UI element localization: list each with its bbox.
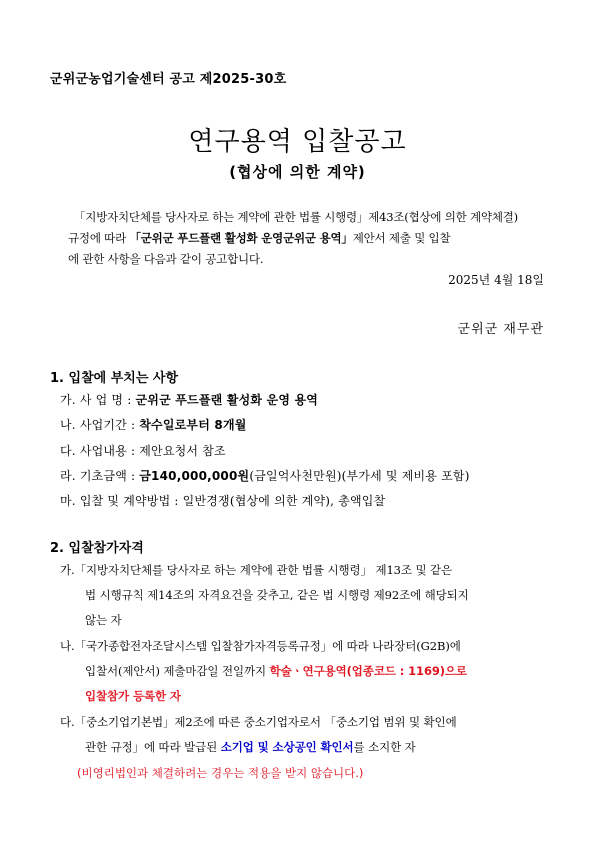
qualification-c-prefix: 관한 규정」에 따라 발급된 <box>85 740 221 754</box>
section-1-item <box>60 416 247 433</box>
notice-date: 2025년 4월 18일 <box>448 273 544 287</box>
item-value-bold: 착수일로부터 8개월 <box>139 418 247 432</box>
intro-line-2 <box>68 228 548 249</box>
item-value: (금일억사천만원)(부가세 및 제비용 포함) <box>249 469 470 483</box>
section-1-item <box>60 442 226 459</box>
item-label: 다. 사업내용 : <box>60 444 140 458</box>
item-value: 일반경쟁(협상에 의한 계약), 총액입찰 <box>182 494 386 508</box>
qualification-c-line-1: 다.「중소기업기본법」제2조에 따른 중소기업자로서 「중소기업 범위 및 확인에 <box>60 715 457 729</box>
industry-code-highlight: 학술ㆍ연구용역(업종코드 : 1169)으로 <box>269 664 467 678</box>
qualification-a-line-1: 가.「지방자치단체를 당사자로 하는 계약에 관한 법률 시행령」 제13조 및 같은 <box>60 563 453 577</box>
section-1-item <box>60 492 385 509</box>
item-label: 라. 기초금액 : <box>60 469 140 483</box>
page-subtitle: (협상에 의한 계약) <box>229 163 366 181</box>
qualification-b-line-3 <box>85 688 181 704</box>
qualification-a-line-2: 법 시행규칙 제14조의 자격요건을 갖추고, 같은 법 시행령 제92조에 해당되지 <box>85 588 469 602</box>
intro-line-3: 에 관한 사항을 다음과 같이 공고합니다. <box>68 252 264 266</box>
item-label: 가. 사 업 명 : <box>60 393 136 407</box>
item-value: 제안요청서 참조 <box>139 444 226 458</box>
qualification-c-suffix: 를 소지한 자 <box>353 740 416 754</box>
notice-number: 군위군농업기술센터 공고 제2025-30호 <box>50 72 287 87</box>
qualification-a-line-3: 않는 자 <box>85 613 122 627</box>
section-1-title: 1. 입찰에 부치는 사항 <box>50 371 179 386</box>
registration-highlight: 입찰참가 등록한 자 <box>85 689 181 703</box>
section-2-title: 2. 입찰참가자격 <box>50 541 144 556</box>
section-1-item <box>60 467 470 484</box>
section-1-item <box>60 391 318 408</box>
intro-line-1: 「지방자치단체를 당사자로 하는 계약에 관한 법률 시행령」제43조(협상에 의한 계약체결) <box>74 210 518 224</box>
item-value-bold: 군위군 푸드플랜 활성화 운영 용역 <box>135 393 319 407</box>
intro-line-2-prefix: 규정에 따라 <box>68 231 130 245</box>
qualification-c-line-2 <box>85 739 416 755</box>
qualification-b-line-1: 나.「국가종합전자조달시스템 입찰참가자격등록규정」에 따라 나라장터(G2B)에 <box>60 639 461 653</box>
qualification-b-prefix: 입찰서(제안서) 제출마감일 전일까지 <box>85 664 270 678</box>
intro-line-2-suffix: 제안서 제출 및 입찰 <box>352 231 451 245</box>
item-label: 마. 입찰 및 계약방법 : <box>60 494 183 508</box>
item-label: 나. 사업기간 : <box>60 418 140 432</box>
page-title: 연구용역 입찰공고 <box>188 127 407 157</box>
intro-paragraph <box>68 207 548 270</box>
signer: 군위군 재무관 <box>457 322 544 337</box>
qualification-b-line-2 <box>85 663 467 679</box>
project-name-bold: 「군위군 푸드플랜 활성화 운영군위군 용역」 <box>129 231 353 245</box>
nonprofit-note: (비영리법인과 체결하려는 경우는 적용을 받지 않습니다.) <box>77 766 364 780</box>
item-value-bold: 금140,000,000원 <box>139 469 250 483</box>
certificate-highlight: 소기업 및 소상공인 확인서 <box>220 740 354 754</box>
